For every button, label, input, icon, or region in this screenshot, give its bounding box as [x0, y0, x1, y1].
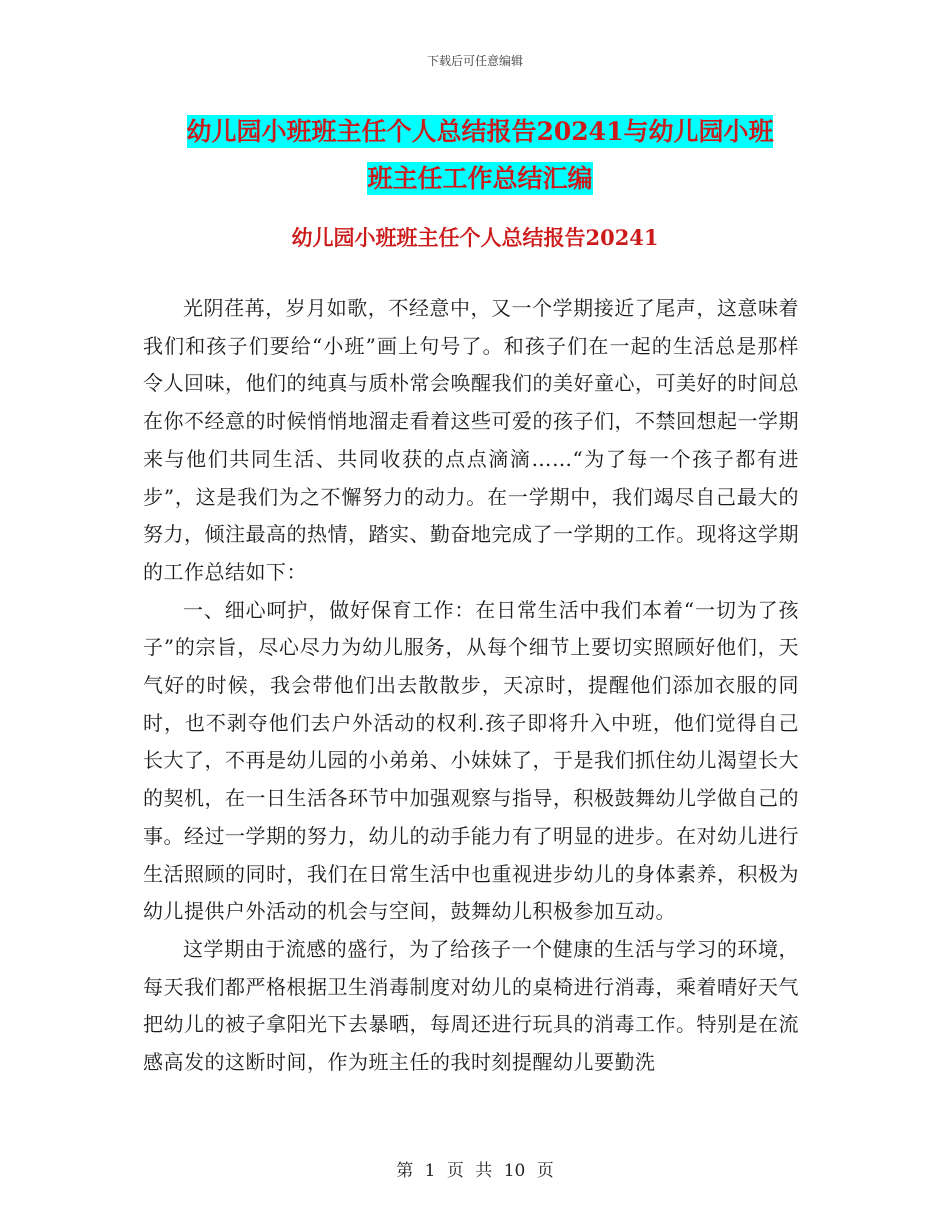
paragraph-hygiene: 这学期由于流感的盛行，为了给孩子一个健康的生活与学习的环境，每天我们都严格根据卫生消毒制度对幼儿的桌椅进行消毒，乘着晴好天气把幼儿的被子拿阳光下去暴晒，每周还进行玩具的消毒工作。特别是在流感高发的这断时间，作为班主任的我时刻提醒幼儿要勤洗: [143, 936, 799, 1075]
main-title-line-2: 班主任工作总结汇编: [367, 164, 593, 193]
paragraph-intro: 光阴荏苒，岁月如歌，不经意中，又一个学期接近了尾声，这意味着我们和孩子们要给“小班”画上句号了。和孩子们在一起的生活总是那样令人回味，他们的纯真与质朴常会唤醒我们的美好童心，可美好的时间总在你不经意的时候悄悄地溜走看着这些可爱的孩子们，不禁回想起一学期来与他们共同生活、共同收获的点点滴滴……“为了每一个孩子都有进步”，这是我们为之不懈努力的动力。在一学期中，我们竭尽自己最大的努力，倾注最高的热情，踏实、勤奋地完成了一学期的工作。现将这学期的工作总结如下：: [143, 296, 799, 584]
main-title-line-1: 幼儿园小班班主任个人总结报告20241与幼儿园小班: [186, 117, 774, 146]
paragraph-care: 一、细心呵护，做好保育工作：在日常生活中我们本着“一切为了孩子”的宗旨，尽心尽力为幼儿服务，从每个细节上要切实照顾好他们，天气好的时候，我会带他们出去散散步，天凉时，提醒他们添加衣服的同时，也不剥夺他们去户外活动的权利.孩子即将升入中班，他们觉得自己长大了，不再是幼儿园的小弟弟、小妹妹了，于是我们抓住幼儿渴望长大的契机，在一日生活各环节中加强观察与指导，积极鼓舞幼儿学做自己的事。经过一学期的努力，幼儿的动手能力有了明显的进步。在对幼儿进行生活照顾的同时，我们在日常生活中也重视进步幼儿的身体素养，积极为幼儿提供户外活动的机会与空间，鼓舞幼儿积极参加互动。: [143, 597, 799, 924]
document-body: [143, 290, 799, 1082]
header-note: 下载后可任意编辑: [426, 54, 523, 68]
page-number: 第 1 页 共 10 页: [396, 1161, 554, 1181]
document-main-title: [150, 108, 810, 202]
section-title: 幼儿园小班班主任个人总结报告20241: [291, 225, 659, 250]
